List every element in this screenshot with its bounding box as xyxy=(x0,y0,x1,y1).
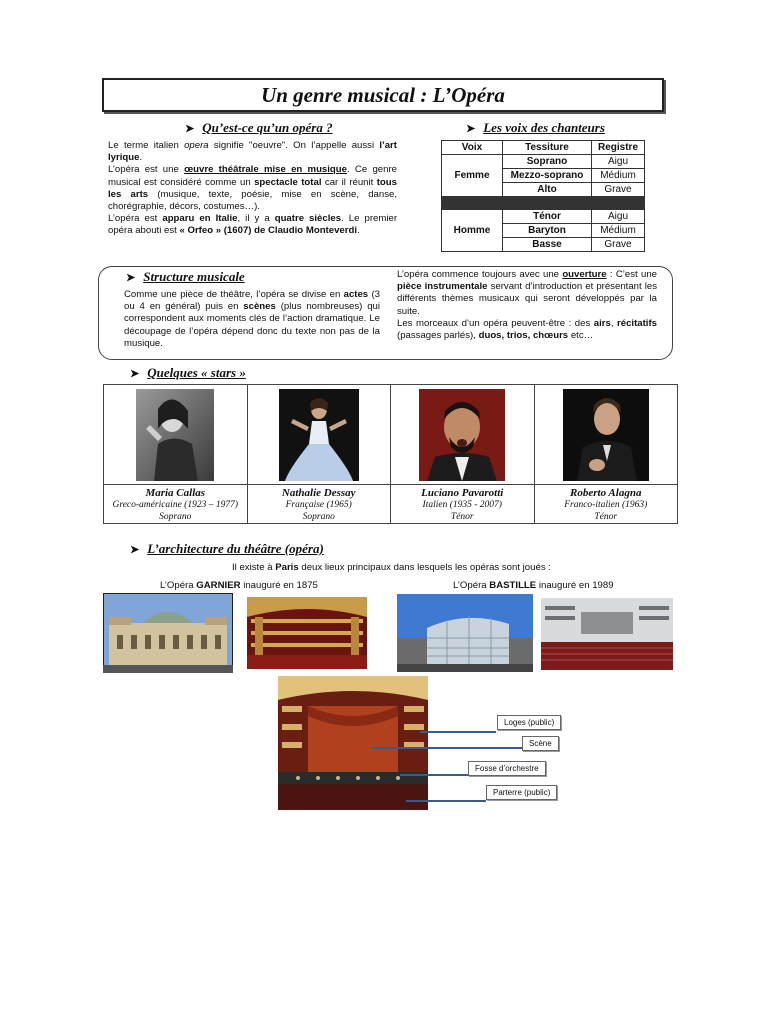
section5-heading: ➤ L’architecture du théâtre (opéra) xyxy=(130,541,324,556)
section3-right-text: L’opéra commence toujours avec une ouverture : C’est une pièce instrumentale servant d’introduction et présentant les différents thèmes musicaux qui seront développés par la suite. Les morceaux d’un opéra peuvent-être : des airs, récitatifs (passages parlés), duos, trios, chœurs etc… xyxy=(397,269,657,342)
stars-info-row xyxy=(104,485,678,524)
table-row: Femme Soprano Aigu xyxy=(442,155,645,169)
section2-heading: ➤ Les voix des chanteurs xyxy=(466,120,605,135)
stars-table xyxy=(103,384,678,524)
stars-photo-row xyxy=(104,385,678,485)
nathalie-dessay-photo xyxy=(279,389,359,481)
star-info: Greco-américaine (1923 – 1977) xyxy=(112,500,238,510)
star-photo-cell xyxy=(391,385,535,485)
opera-garnier-exterior-photo xyxy=(103,593,233,673)
star-name: Maria Callas xyxy=(145,487,206,499)
page-title: Un genre musical : L’Opéra xyxy=(261,82,505,107)
voices-table xyxy=(441,140,645,252)
arrow-icon: ➤ xyxy=(185,123,195,135)
star-voice: Ténor xyxy=(594,512,618,522)
label-scene: Scène xyxy=(522,736,559,751)
header-registre: Registre xyxy=(592,141,645,155)
homme-cell: Homme xyxy=(442,210,503,252)
star-card xyxy=(104,485,248,524)
star-voice: Ténor xyxy=(450,512,474,522)
parterre-pointer-line xyxy=(406,800,486,802)
star-name: Luciano Pavarotti xyxy=(421,487,504,499)
table-row: Basse Grave xyxy=(442,238,645,252)
star-info: Française (1965) xyxy=(285,500,352,510)
header-voix: Voix xyxy=(442,141,503,155)
garnier-caption: L’Opéra GARNIER inauguré en 1875 xyxy=(160,580,318,591)
roberto-alagna-photo xyxy=(563,389,649,481)
table-row: Baryton Médium xyxy=(442,224,645,238)
star-photo-cell xyxy=(247,385,391,485)
fosse-pointer-line xyxy=(400,774,468,776)
maria-callas-photo xyxy=(136,389,214,481)
page-title-box xyxy=(102,78,664,112)
section1-p3: L’opéra est apparu en Italie, il y a quatre siècles. Le premier opéra abouti est « Orfeo » (1607) de Claudio Monteverdi. xyxy=(108,213,398,237)
table-header-row xyxy=(442,141,645,155)
label-fosse: Fosse d’orchestre xyxy=(468,761,546,776)
table-row: Homme Ténor Aigu xyxy=(442,210,645,224)
star-info: Italien (1935 - 2007) xyxy=(422,500,502,510)
scene-pointer-line xyxy=(372,747,522,749)
section1-heading: ➤ Qu’est-ce qu’un opéra ? xyxy=(185,120,333,135)
loges-pointer-line xyxy=(420,731,496,733)
star-card xyxy=(534,485,678,524)
label-parterre: Parterre (public) xyxy=(486,785,557,800)
arrow-icon: ➤ xyxy=(126,272,136,284)
opera-bastille-interior-photo xyxy=(541,598,673,670)
table-separator xyxy=(442,197,645,210)
section3-left-text: Comme une pièce de théâtre, l’opéra se divise en actes (3 ou 4 en général) puis en scènes (plus nombreuses) qui correspondent aux moments clés de l’action dramatique. Le découpage de l’opéra dépend donc du texte non pas de la musique. xyxy=(124,289,380,349)
star-photo-cell xyxy=(534,385,678,485)
table-row: Alto Grave xyxy=(442,183,645,197)
section5-intro: Il existe à Paris deux lieux principaux dans lesquels les opéras sont joués : xyxy=(232,562,551,573)
star-card xyxy=(391,485,535,524)
star-photo-cell xyxy=(104,385,248,485)
star-card xyxy=(247,485,391,524)
star-info: Franco-italien (1963) xyxy=(564,500,648,510)
label-loges: Loges (public) xyxy=(497,715,561,730)
section1-p1: Le terme italien opera signifie "oeuvre". On l’appelle aussi l’art lyrique. xyxy=(108,140,397,164)
table-row: Mezzo-soprano Médium xyxy=(442,169,645,183)
star-voice: Soprano xyxy=(302,512,335,522)
luciano-pavarotti-photo xyxy=(419,389,505,481)
star-voice: Soprano xyxy=(159,512,192,522)
arrow-icon: ➤ xyxy=(466,123,476,135)
bastille-caption: L’Opéra BASTILLE inauguré en 1989 xyxy=(453,580,614,591)
star-name: Roberto Alagna xyxy=(570,487,642,499)
theatre-interior-diagram-photo xyxy=(278,676,428,810)
star-name: Nathalie Dessay xyxy=(281,487,356,499)
section1-p2: L’opéra est une œuvre théâtrale mise en musique. Ce genre musical est considéré comme un spectacle total car il réunit tous les arts (musique, texte, poésie, mise en scène, danse, chorégraphie, décors, costumes…). xyxy=(108,164,398,213)
section1-text xyxy=(108,140,397,238)
arrow-icon: ➤ xyxy=(130,544,140,556)
arrow-icon: ➤ xyxy=(130,368,140,380)
opera-garnier-interior-photo xyxy=(247,597,367,669)
section3-heading: ➤ Structure musicale xyxy=(126,269,245,284)
femme-cell: Femme xyxy=(442,155,503,197)
header-tessiture: Tessiture xyxy=(503,141,592,155)
opera-bastille-exterior-photo xyxy=(397,594,533,672)
section4-heading: ➤ Quelques « stars » xyxy=(130,365,246,380)
